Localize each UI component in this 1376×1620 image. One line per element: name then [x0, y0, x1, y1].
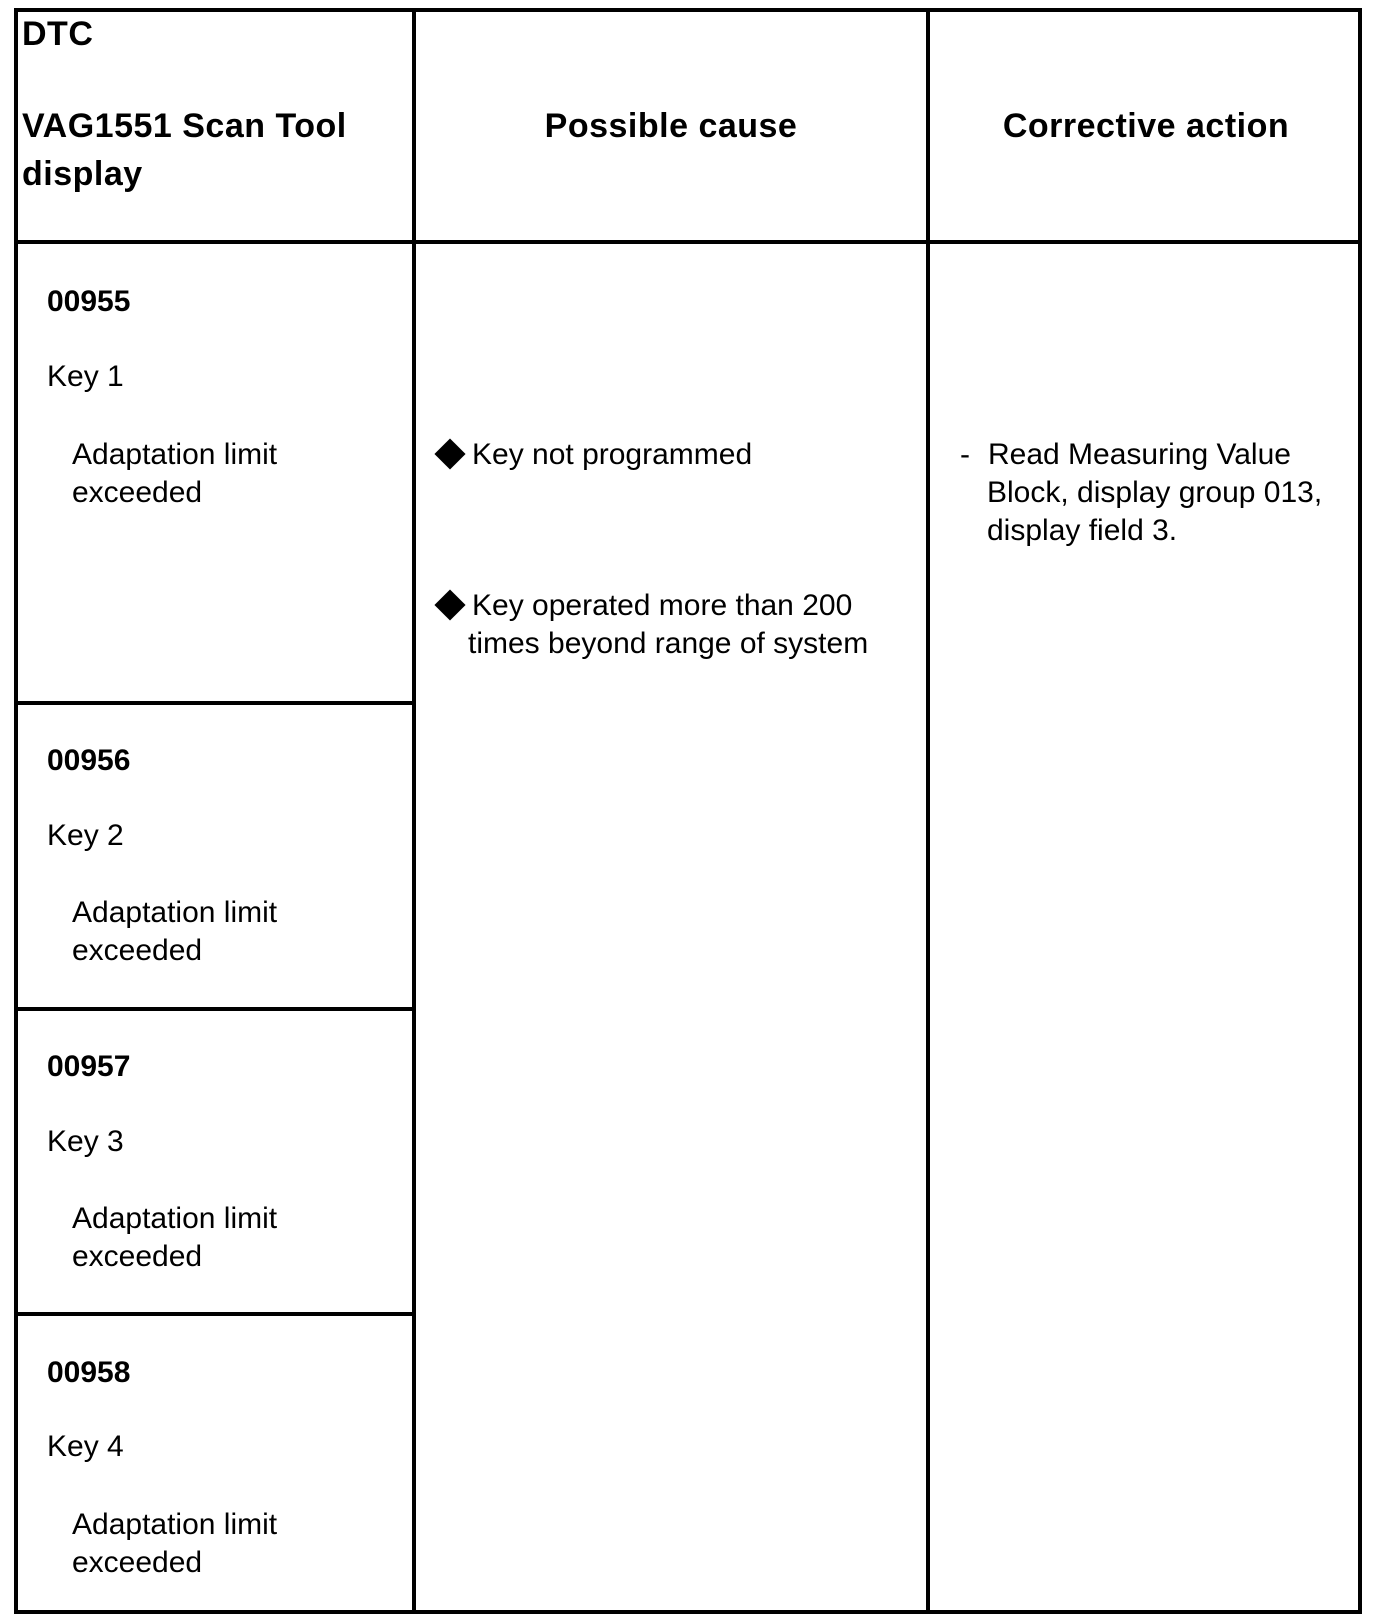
header-scan-tool: VAG1551 Scan Tool	[22, 107, 347, 145]
dtc-key: Key 1	[47, 360, 124, 393]
row-divider	[14, 701, 414, 705]
header-display: display	[22, 155, 143, 193]
dtc-description: exceeded	[72, 1240, 203, 1273]
dtc-code: 00957	[47, 1050, 131, 1083]
dtc-code: 00956	[47, 744, 131, 777]
dtc-description: Adaptation limit	[72, 896, 278, 929]
cause-text: times beyond range of system	[468, 627, 869, 660]
action-text: Block, display group 013,	[987, 476, 1323, 509]
column-divider	[412, 8, 416, 1614]
action-dash: -	[960, 438, 970, 471]
cause-text: Key operated more than 200	[472, 589, 853, 622]
action-text: display field 3.	[987, 514, 1178, 547]
dtc-description: exceeded	[72, 476, 203, 509]
dtc-table	[14, 8, 1362, 1614]
dtc-description: exceeded	[72, 934, 203, 967]
header-corrective-action: Corrective action	[1002, 107, 1290, 145]
row-divider	[14, 1312, 414, 1316]
dtc-description: Adaptation limit	[72, 1508, 278, 1541]
header-dtc: DTC	[22, 15, 94, 53]
action-text: Read Measuring Value	[988, 438, 1291, 471]
dtc-key: Key 4	[47, 1430, 124, 1463]
dtc-code: 00955	[47, 285, 131, 318]
cause-text: Key not programmed	[472, 438, 753, 471]
dtc-description: Adaptation limit	[72, 438, 278, 471]
column-divider	[926, 8, 930, 1614]
dtc-key: Key 2	[47, 819, 124, 852]
dtc-description: exceeded	[72, 1546, 203, 1579]
header-divider	[14, 240, 1362, 244]
dtc-key: Key 3	[47, 1125, 124, 1158]
dtc-description: Adaptation limit	[72, 1202, 278, 1235]
row-divider	[14, 1007, 414, 1011]
dtc-code: 00958	[47, 1356, 131, 1389]
header-possible-cause: Possible cause	[544, 107, 798, 145]
